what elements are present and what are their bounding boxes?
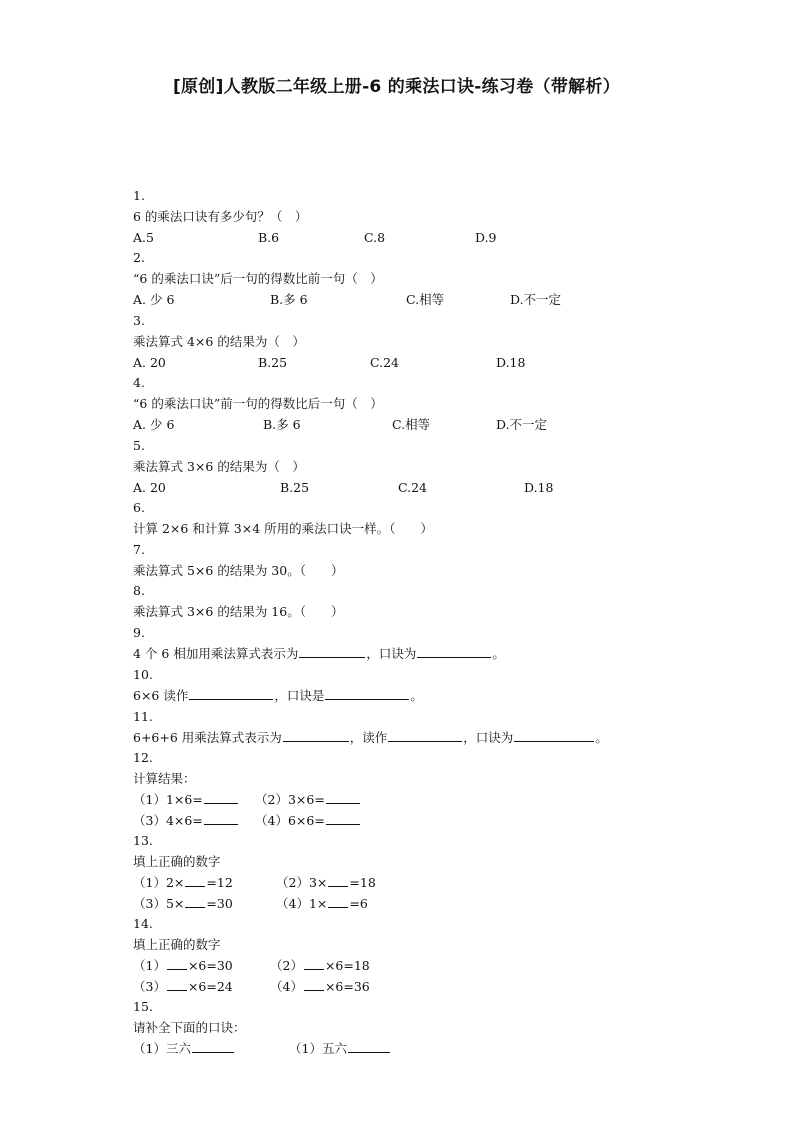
question-number: 9.	[133, 625, 145, 640]
option-c: C.24	[370, 355, 399, 370]
question-stem: 计算结果：	[133, 771, 196, 786]
options-row	[133, 414, 593, 435]
answer-blank[interactable]	[328, 893, 348, 908]
question-number: 7.	[133, 542, 145, 557]
option-a: A. 少 6	[133, 417, 175, 432]
answer-blank[interactable]	[204, 789, 238, 804]
item-label: （1）1×6=	[133, 792, 203, 807]
question-text: ，口诀为	[366, 646, 417, 661]
option-b: B.25	[258, 355, 288, 370]
fill-in-line	[133, 727, 608, 748]
question-text: ，口诀是	[274, 688, 325, 703]
question-number: 2.	[133, 250, 145, 265]
option-d: D.不一定	[510, 292, 562, 307]
option-a: A. 20	[133, 355, 166, 370]
question-number: 1.	[133, 188, 145, 203]
question-number: 8.	[133, 583, 145, 598]
question-stem: 计算 2×6 和计算 3×4 所用的乘法口诀一样。（ ）	[133, 521, 433, 536]
answer-blank[interactable]	[185, 893, 205, 908]
option-a: A. 20	[133, 480, 166, 495]
answer-blank[interactable]	[189, 685, 273, 700]
item-label: =30	[206, 896, 233, 911]
fill-in-line	[133, 685, 423, 706]
question-text: 6×6 读作	[133, 688, 189, 703]
item-label: （3）4×6=	[133, 813, 203, 828]
question-text: ，读作	[349, 730, 388, 745]
question-number: 10.	[133, 667, 153, 682]
question-number: 14.	[133, 916, 153, 931]
option-d: D.不一定	[496, 417, 548, 432]
question-stem: 乘法算式 5×6 的结果为 30。（ ）	[133, 563, 344, 578]
question-number: 12.	[133, 750, 153, 765]
question-text: 4 个 6 相加用乘法算式表示为	[133, 646, 299, 661]
option-b: B.多 6	[263, 417, 301, 432]
item-label: （2）3×	[276, 875, 328, 890]
item-label: （3）5×	[133, 896, 185, 911]
item-label: ×6=18	[324, 958, 370, 973]
option-c: C.相等	[392, 417, 431, 432]
option-d: D.9	[475, 230, 497, 245]
item-row	[133, 1038, 413, 1059]
item-row	[133, 789, 393, 810]
item-label: （4）1×	[276, 896, 328, 911]
option-d: D.18	[524, 480, 554, 495]
item-label: （1）2×	[133, 875, 185, 890]
item-label: =18	[349, 875, 376, 890]
page-title: [原创]人教版二年级上册-6 的乘法口诀-练习卷（带解析）	[172, 77, 621, 97]
options-row	[133, 227, 553, 248]
answer-blank[interactable]	[204, 810, 238, 825]
item-label: ×6=36	[324, 979, 370, 994]
option-c: C.8	[364, 230, 386, 245]
question-number: 3.	[133, 313, 145, 328]
item-row	[133, 872, 393, 893]
question-text: ，口诀为	[463, 730, 514, 745]
fill-in-line	[133, 643, 505, 664]
question-stem: 填上正确的数字	[133, 854, 221, 869]
item-label: ×6=24	[187, 979, 233, 994]
item-row	[133, 976, 403, 997]
options-row	[133, 477, 573, 498]
question-text: 。	[410, 688, 423, 703]
question-stem: 乘法算式 4×6 的结果为（ ）	[133, 334, 305, 349]
answer-blank[interactable]	[514, 727, 594, 742]
item-label: ×6=30	[187, 958, 233, 973]
option-b: B.6	[258, 230, 280, 245]
options-row	[133, 289, 593, 310]
option-c: C.相等	[406, 292, 445, 307]
question-number: 6.	[133, 500, 145, 515]
answer-blank[interactable]	[167, 955, 187, 970]
item-label: （3）	[133, 979, 166, 994]
answer-blank[interactable]	[167, 976, 187, 991]
item-label: （1）五六	[289, 1041, 347, 1056]
item-label: （2）	[270, 958, 303, 973]
question-number: 5.	[133, 438, 145, 453]
item-label: （4）6×6=	[255, 813, 325, 828]
answer-blank[interactable]	[192, 1038, 234, 1053]
question-stem: 乘法算式 3×6 的结果为（ ）	[133, 459, 305, 474]
answer-blank[interactable]	[326, 810, 360, 825]
item-row	[133, 893, 393, 914]
question-text: 。	[492, 646, 505, 661]
answer-blank[interactable]	[283, 727, 349, 742]
option-a: A. 少 6	[133, 292, 175, 307]
item-label: （1）三六	[133, 1041, 191, 1056]
options-row	[133, 352, 553, 373]
answer-blank[interactable]	[326, 789, 360, 804]
question-stem: “6 的乘法口诀”后一句的得数比前一句（ ）	[133, 271, 383, 286]
item-label: =6	[349, 896, 368, 911]
option-d: D.18	[496, 355, 526, 370]
answer-blank[interactable]	[299, 643, 365, 658]
question-stem: 填上正确的数字	[133, 937, 221, 952]
item-row	[133, 810, 393, 831]
question-stem: 乘法算式 3×6 的结果为 16。（ ）	[133, 604, 344, 619]
answer-blank[interactable]	[348, 1038, 390, 1053]
question-number: 4.	[133, 375, 145, 390]
answer-blank[interactable]	[388, 727, 462, 742]
question-number: 11.	[133, 709, 153, 724]
question-stem: 请补全下面的口诀：	[133, 1020, 246, 1035]
item-label: （2）3×6=	[255, 792, 325, 807]
answer-blank[interactable]	[325, 685, 409, 700]
question-number: 15.	[133, 999, 153, 1014]
question-stem: “6 的乘法口诀”前一句的得数比后一句（ ）	[133, 396, 383, 411]
answer-blank[interactable]	[304, 976, 324, 991]
item-label: （1）	[133, 958, 166, 973]
question-stem: 6 的乘法口诀有多少句？（ ）	[133, 209, 308, 224]
answer-blank[interactable]	[328, 872, 348, 887]
question-number: 13.	[133, 833, 153, 848]
option-b: B.25	[280, 480, 310, 495]
answer-blank[interactable]	[417, 643, 491, 658]
item-label: （4）	[270, 979, 303, 994]
question-text: 。	[595, 730, 608, 745]
question-text: 6+6+6 用乘法算式表示为	[133, 730, 282, 745]
option-a: A.5	[133, 230, 154, 245]
item-row	[133, 955, 403, 976]
item-label: =12	[206, 875, 233, 890]
option-b: B.多 6	[270, 292, 308, 307]
option-c: C.24	[398, 480, 427, 495]
answer-blank[interactable]	[185, 872, 205, 887]
answer-blank[interactable]	[304, 955, 324, 970]
